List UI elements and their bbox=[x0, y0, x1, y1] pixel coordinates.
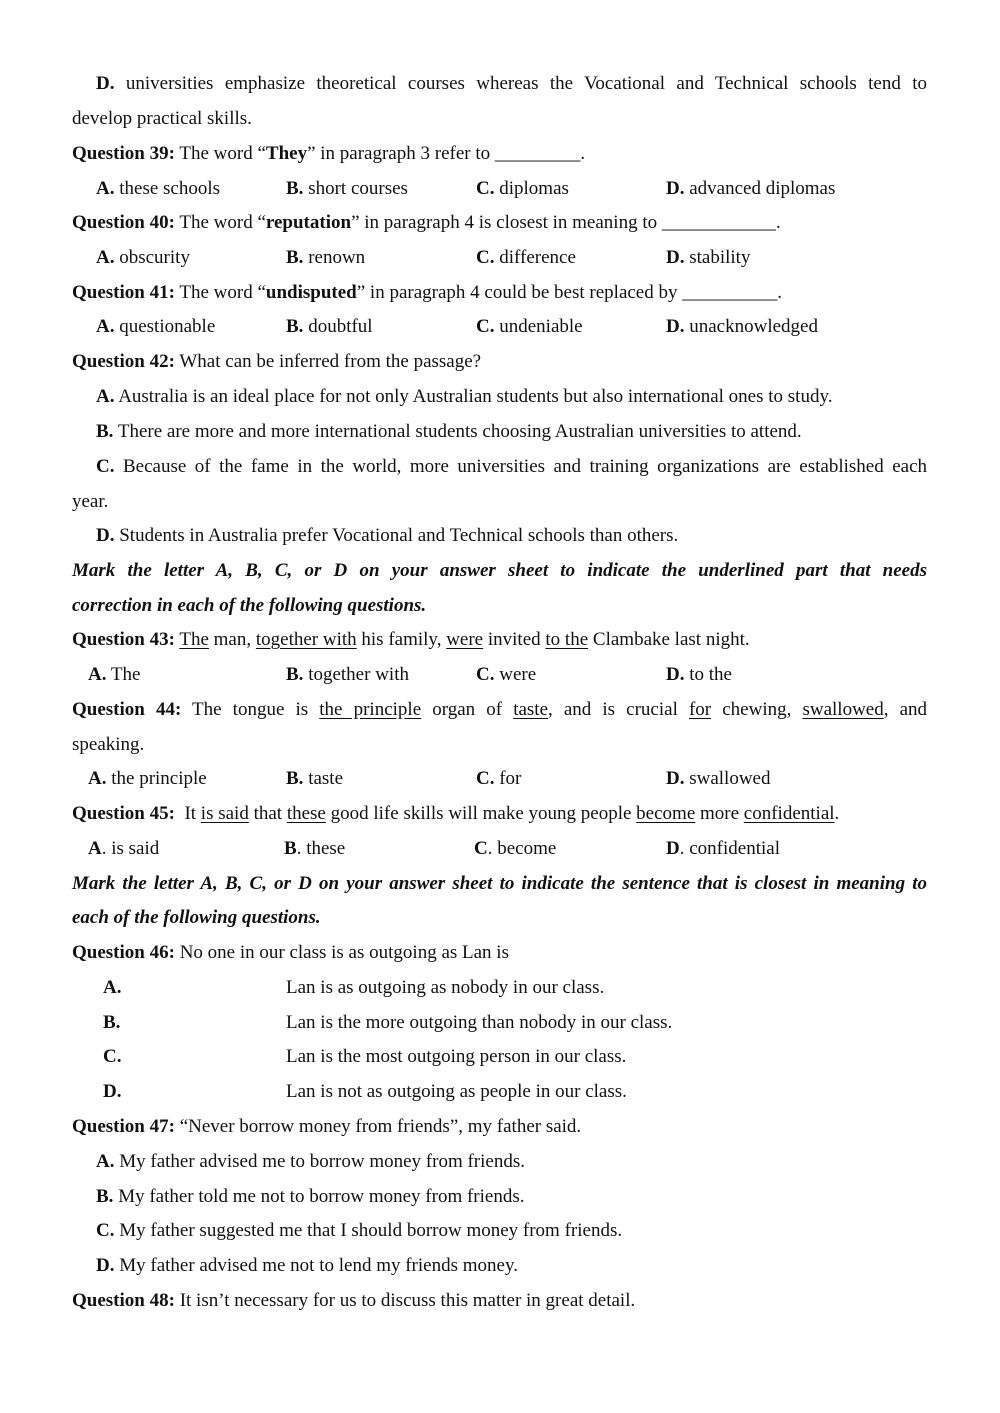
option-letter: A. bbox=[96, 247, 115, 268]
q48-stem bbox=[72, 1289, 635, 1313]
q47-option-c bbox=[96, 1219, 622, 1243]
q47-stem bbox=[72, 1115, 581, 1139]
q44-option-b bbox=[286, 767, 343, 791]
option-text: universities emphasize theoretical courses whereas the Vocational and Technical schools tend to bbox=[125, 73, 928, 94]
option-letter: D. bbox=[666, 768, 685, 789]
underlined-part: together with bbox=[255, 629, 357, 650]
q41-option-d bbox=[666, 315, 818, 339]
q46-option-c-text: Lan is the most outgoing person in our class. bbox=[286, 1046, 627, 1067]
q38-option-d-cont: develop practical skills. bbox=[72, 108, 252, 129]
stem-text: What can be inferred from the passage? bbox=[179, 351, 482, 372]
underlined-part: the principle bbox=[319, 699, 422, 720]
stem-text: ” in paragraph 4 could be best replaced by __________. bbox=[356, 282, 782, 303]
option-text: My father suggested me that I should borrow money from friends. bbox=[119, 1220, 623, 1241]
q39-stem bbox=[72, 142, 585, 166]
stem-text: The word “ bbox=[179, 143, 266, 164]
stem-text: The word “ bbox=[179, 282, 266, 303]
stem-text: No one in our class is as outgoing as Lan is bbox=[179, 942, 509, 963]
option-text: short courses bbox=[308, 178, 408, 199]
question-label: Question 43: bbox=[72, 629, 175, 650]
option-text: . these bbox=[296, 838, 346, 859]
option-letter: B. bbox=[286, 178, 304, 199]
option-text: diplomas bbox=[499, 178, 569, 199]
underlined-part: these bbox=[286, 803, 326, 824]
section-instruction: Mark the letter A, B, C, or D on your answer sheet to indicate the sentence that is closest in meaning to bbox=[72, 873, 927, 894]
stem-text: more bbox=[700, 803, 740, 824]
stem-text: It isn’t necessary for us to discuss this matter in great detail. bbox=[179, 1290, 636, 1311]
option-text: unacknowledged bbox=[689, 316, 818, 337]
q40-option-a bbox=[96, 246, 190, 270]
stem-text: Clambake last night. bbox=[592, 629, 750, 650]
q40-option-d bbox=[666, 246, 750, 270]
q41-stem bbox=[72, 281, 782, 305]
option-letter: B bbox=[284, 838, 297, 859]
q46-option-d-letter: D. bbox=[103, 1081, 122, 1102]
underlined-part: is said bbox=[200, 803, 249, 824]
q47-option-b bbox=[96, 1185, 525, 1209]
keyword: undisputed bbox=[265, 282, 357, 303]
option-letter: D. bbox=[666, 178, 685, 199]
option-letter: A. bbox=[96, 178, 115, 199]
option-text: taste bbox=[308, 768, 344, 789]
keyword: They bbox=[265, 143, 308, 164]
q40-option-b bbox=[286, 246, 365, 270]
q40-stem bbox=[72, 211, 781, 235]
stem-text: . bbox=[834, 803, 840, 824]
q46-option-b-text: Lan is the more outgoing than nobody in our class. bbox=[286, 1012, 673, 1033]
question-label: Question 48: bbox=[72, 1290, 175, 1311]
q44-stem-cont: speaking. bbox=[72, 734, 145, 755]
question-label: Question 42: bbox=[72, 351, 175, 372]
q41-option-a bbox=[96, 315, 215, 339]
option-text: My father advised me to borrow money from friends. bbox=[119, 1151, 525, 1172]
option-text: together with bbox=[308, 664, 409, 685]
q42-stem bbox=[72, 350, 481, 374]
q46-option-a-text: Lan is as outgoing as nobody in our class. bbox=[286, 977, 605, 998]
question-label: Question 39: bbox=[72, 143, 175, 164]
q46-option-c-letter: C. bbox=[103, 1046, 122, 1067]
q47-option-d bbox=[96, 1254, 518, 1278]
option-text: . become bbox=[487, 838, 557, 859]
q39-option-d bbox=[666, 177, 835, 201]
q43-option-a bbox=[88, 663, 140, 687]
q39-option-b bbox=[286, 177, 408, 201]
q46-option-b-letter: B. bbox=[103, 1012, 121, 1033]
option-text: were bbox=[499, 664, 537, 685]
option-text: stability bbox=[689, 247, 751, 268]
option-letter: D. bbox=[96, 525, 115, 546]
option-letter: C. bbox=[476, 178, 495, 199]
q45-stem bbox=[72, 802, 839, 826]
option-letter: D. bbox=[96, 73, 115, 94]
option-letter: D. bbox=[666, 316, 685, 337]
underlined-part: for bbox=[688, 699, 712, 720]
q39-option-c bbox=[476, 177, 569, 201]
q46-option-d-text: Lan is not as outgoing as people in our class. bbox=[286, 1081, 627, 1102]
q46-stem bbox=[72, 941, 509, 965]
question-label: Question 45: bbox=[72, 803, 175, 824]
q44-stem bbox=[72, 698, 927, 722]
q45-option-a bbox=[88, 837, 159, 861]
q44-option-a bbox=[88, 767, 207, 791]
q41-option-b bbox=[286, 315, 373, 339]
option-letter: B. bbox=[286, 768, 304, 789]
option-letter: C. bbox=[476, 768, 495, 789]
option-text: Students in Australia prefer Vocational and Technical schools than others. bbox=[119, 525, 679, 546]
option-text: Australia is an ideal place for not only Australian students but also international ones to study. bbox=[118, 386, 833, 407]
stem-text: ” in paragraph 4 is closest in meaning to ____________. bbox=[351, 212, 781, 233]
underlined-part: become bbox=[636, 803, 696, 824]
option-text: difference bbox=[499, 247, 576, 268]
stem-text: his family, bbox=[361, 629, 442, 650]
question-label: Question 41: bbox=[72, 282, 175, 303]
option-text: advanced diplomas bbox=[689, 178, 836, 199]
option-text: My father told me not to borrow money from friends. bbox=[118, 1186, 525, 1207]
option-letter: A. bbox=[88, 664, 107, 685]
question-label: Question 40: bbox=[72, 212, 175, 233]
option-letter: B. bbox=[286, 247, 304, 268]
stem-text: ” in paragraph 3 refer to _________. bbox=[307, 143, 586, 164]
underlined-part: The bbox=[179, 629, 209, 650]
section-instruction-cont: correction in each of the following questions. bbox=[72, 595, 427, 616]
option-letter: A. bbox=[96, 386, 115, 407]
option-letter: D. bbox=[666, 664, 685, 685]
q43-option-c bbox=[476, 663, 536, 687]
option-text: swallowed bbox=[689, 768, 771, 789]
underlined-part: confidential bbox=[743, 803, 835, 824]
q44-option-c bbox=[476, 767, 521, 791]
option-letter: C bbox=[474, 838, 488, 859]
option-text: for bbox=[499, 768, 522, 789]
stem-text: good life skills will make young people bbox=[330, 803, 632, 824]
option-letter: D. bbox=[666, 247, 685, 268]
option-text: My father advised me not to lend my friends money. bbox=[119, 1255, 518, 1276]
section-instruction: Mark the letter A, B, C, or D on your answer sheet to indicate the underlined part that needs bbox=[72, 560, 927, 581]
q47-option-a bbox=[96, 1150, 525, 1174]
q42-option-c bbox=[96, 455, 927, 479]
underlined-part: swallowed bbox=[802, 699, 884, 720]
stem-text: invited bbox=[487, 629, 541, 650]
q43-stem bbox=[72, 628, 750, 652]
option-letter: A bbox=[88, 838, 102, 859]
option-letter: A. bbox=[96, 1151, 115, 1172]
option-text: questionable bbox=[119, 316, 216, 337]
option-letter: D bbox=[666, 838, 680, 859]
stem-text: “Never borrow money from friends”, my father said. bbox=[179, 1116, 582, 1137]
stem-text: chewing, bbox=[722, 699, 792, 720]
stem-text: The word “ bbox=[179, 212, 266, 233]
q46-option-a-letter: A. bbox=[103, 977, 122, 998]
option-text: . confidential bbox=[679, 838, 780, 859]
keyword: reputation bbox=[265, 212, 352, 233]
q45-option-c bbox=[474, 837, 556, 861]
option-letter: C. bbox=[476, 664, 495, 685]
option-text: obscurity bbox=[119, 247, 190, 268]
stem-text: organ of bbox=[432, 699, 503, 720]
stem-text: that bbox=[253, 803, 283, 824]
option-text: undeniable bbox=[499, 316, 583, 337]
option-letter: B. bbox=[286, 664, 304, 685]
q42-option-c-cont: year. bbox=[72, 491, 109, 512]
stem-text: , and bbox=[883, 699, 928, 720]
option-letter: C. bbox=[96, 456, 115, 477]
option-text: doubtful bbox=[308, 316, 373, 337]
underlined-part: to the bbox=[545, 629, 589, 650]
option-text: There are more and more international students choosing Australian universities to attend. bbox=[117, 421, 802, 442]
q39-option-a bbox=[96, 177, 220, 201]
option-letter: A. bbox=[88, 768, 107, 789]
section-instruction-cont: each of the following questions. bbox=[72, 907, 321, 928]
option-text: . is said bbox=[101, 838, 160, 859]
q41-option-c bbox=[476, 315, 583, 339]
option-letter: B. bbox=[286, 316, 304, 337]
stem-text: It bbox=[184, 803, 197, 824]
option-letter: A. bbox=[96, 316, 115, 337]
underlined-part: taste bbox=[513, 699, 549, 720]
option-letter: C. bbox=[96, 1220, 115, 1241]
q38-option-d bbox=[96, 72, 927, 96]
option-letter: B. bbox=[96, 1186, 114, 1207]
stem-text: man, bbox=[213, 629, 252, 650]
q44-option-d bbox=[666, 767, 771, 791]
option-letter: C. bbox=[476, 247, 495, 268]
question-label: Question 44: bbox=[72, 699, 182, 720]
q40-option-c bbox=[476, 246, 576, 270]
option-text: these schools bbox=[119, 178, 221, 199]
option-text: Because of the fame in the world, more universities and training organizations are established each bbox=[123, 456, 928, 477]
option-letter: B. bbox=[96, 421, 114, 442]
q43-option-d bbox=[666, 663, 732, 687]
q45-option-d bbox=[666, 837, 780, 861]
q42-option-d bbox=[96, 524, 678, 548]
option-text: renown bbox=[308, 247, 366, 268]
option-text: the principle bbox=[111, 768, 207, 789]
stem-text: The tongue is bbox=[192, 699, 309, 720]
option-letter: C. bbox=[476, 316, 495, 337]
q42-option-a bbox=[96, 385, 832, 409]
question-label: Question 46: bbox=[72, 942, 175, 963]
question-label: Question 47: bbox=[72, 1116, 175, 1137]
q45-option-b bbox=[284, 837, 345, 861]
q43-option-b bbox=[286, 663, 409, 687]
underlined-part: were bbox=[446, 629, 484, 650]
q42-option-b bbox=[96, 420, 802, 444]
option-text: to the bbox=[689, 664, 732, 685]
option-letter: D. bbox=[96, 1255, 115, 1276]
stem-text: , and is crucial bbox=[548, 699, 678, 720]
option-text: The bbox=[110, 664, 141, 685]
